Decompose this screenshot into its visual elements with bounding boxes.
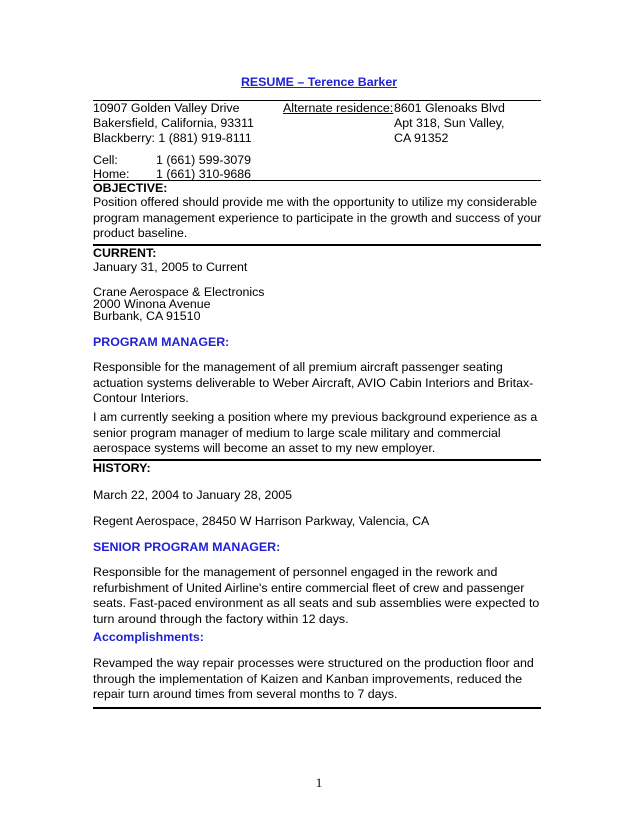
current-dates: January 31, 2005 to Current xyxy=(93,260,248,274)
current-seeking-statement: I am currently seeking a position where my previous background experience as a senior program manager of medium to large scale military and commercial aerospace systems will become an asset to my new employer. xyxy=(93,410,538,455)
current-heading: CURRENT: xyxy=(93,246,157,260)
history-responsibility: Responsible for the management of personnel engaged in the rework and refurbishment of United Airline's entire commercial fleet of crew and passenger seats. Fast-paced environment as all seats and sub assemblies were expected to turn around through the factory within 12 days. xyxy=(93,565,540,626)
page-title: RESUME – Terence Barker xyxy=(240,75,398,89)
current-street: 2000 Winona Avenue xyxy=(93,297,211,311)
current-city: Burbank, CA 91510 xyxy=(93,309,201,323)
current-divider xyxy=(93,459,541,461)
address-line-1: 10907 Golden Valley Drive xyxy=(93,101,240,115)
cell-label: Cell: xyxy=(93,153,118,167)
alternate-residence-label: Alternate residence: xyxy=(283,101,394,115)
objective-text: Position offered should provide me with the opportunity to utilize my considerable program management experience to participate in the growth and success of your product baseline. xyxy=(93,195,542,240)
history-heading: HISTORY: xyxy=(93,461,151,475)
history-divider xyxy=(93,707,541,709)
objective-divider xyxy=(93,244,541,246)
alternate-address-line-1: 8601 Glenoaks Blvd xyxy=(394,101,505,115)
address-line-2: Bakersfield, California, 93311 xyxy=(93,116,254,130)
history-role-heading: SENIOR PROGRAM MANAGER: xyxy=(93,540,281,554)
current-company: Crane Aerospace & Electronics xyxy=(93,285,265,299)
blackberry-number: Blackberry: 1 (881) 919-8111 xyxy=(93,131,252,145)
history-company: Regent Aerospace, 28450 W Harrison Parkway, Valencia, CA xyxy=(93,514,430,528)
current-role-heading: PROGRAM MANAGER: xyxy=(93,335,230,349)
cell-number: 1 (661) 599-3079 xyxy=(156,153,252,167)
alternate-address-line-2: Apt 318, Sun Valley, xyxy=(394,116,505,130)
history-dates: March 22, 2004 to January 28, 2005 xyxy=(93,488,293,502)
accomplishments-heading: Accomplishments: xyxy=(93,630,204,644)
home-number: 1 (661) 310-9686 xyxy=(156,167,252,181)
alternate-address-line-3: CA 91352 xyxy=(394,131,449,145)
page-number: 1 xyxy=(315,775,323,790)
current-responsibility: Responsible for the management of all premium aircraft passenger seating actuation systems deliverable to Weber Aircraft, AVIO Cabin Interiors and Britax-Contour Interiors. xyxy=(93,360,534,405)
objective-heading: OBJECTIVE: xyxy=(93,181,168,195)
home-label: Home: xyxy=(93,167,130,181)
accomplishments-text: Revamped the way repair processes were structured on the production floor and through the implementation of Kaizen and Kanban improvements, reduced the repair turn around times from several months to 7 days. xyxy=(93,656,534,701)
